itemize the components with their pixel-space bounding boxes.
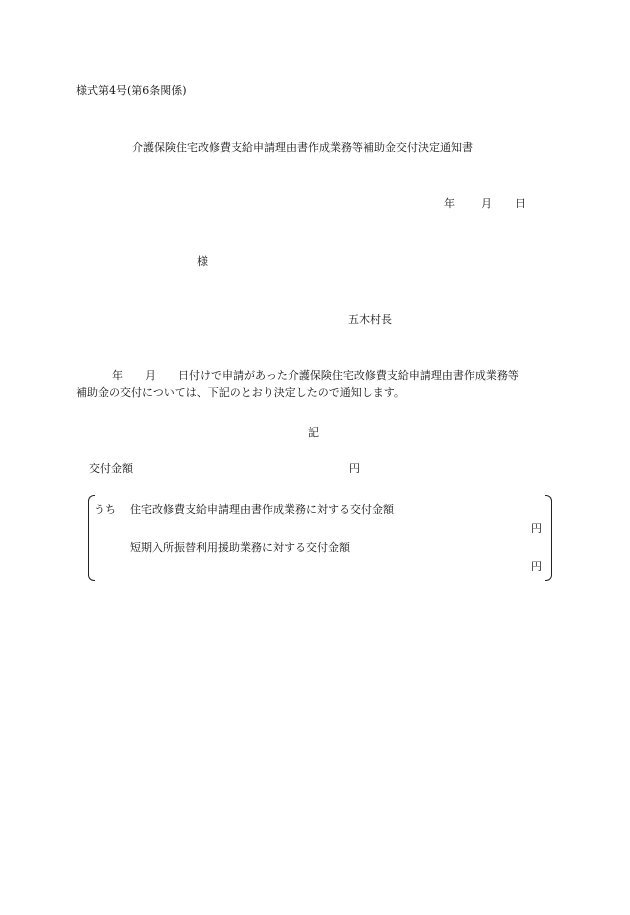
- addressee-suffix: 様: [197, 255, 208, 268]
- breakdown-item-2-label: 短期入所振替利用援助業務に対する交付金額: [130, 541, 350, 554]
- date-day-label: 日: [515, 197, 526, 210]
- form-number: 様式第4号(第6条関係): [76, 84, 187, 97]
- breakdown-item-1-label: 住宅改修費支給申請理由書作成業務に対する交付金額: [130, 503, 394, 516]
- breakdown-item-1-unit: 円: [531, 522, 542, 535]
- ki-heading: 記: [308, 426, 319, 439]
- breakdown-prefix: うち: [94, 503, 116, 516]
- document-title: 介護保険住宅改修費支給申請理由書作成業務等補助金交付決定通知書: [132, 141, 473, 154]
- amount-label: 交付金額: [89, 462, 133, 475]
- date-year-label: 年: [444, 197, 455, 210]
- body-text-line-1: 年 月 日付けで申請があった介護保険住宅改修費支給申請理由書作成業務等: [112, 369, 519, 382]
- amount-unit: 円: [349, 462, 360, 475]
- date-month-label: 月: [481, 197, 492, 210]
- breakdown-bracket: [88, 495, 552, 581]
- bracket-right: [545, 495, 552, 581]
- issuer-name: 五木村長: [348, 313, 392, 326]
- body-text-line-2: 補助金の交付については、下記のとおり決定したので通知します。: [76, 386, 405, 399]
- breakdown-item-2-unit: 円: [531, 560, 542, 573]
